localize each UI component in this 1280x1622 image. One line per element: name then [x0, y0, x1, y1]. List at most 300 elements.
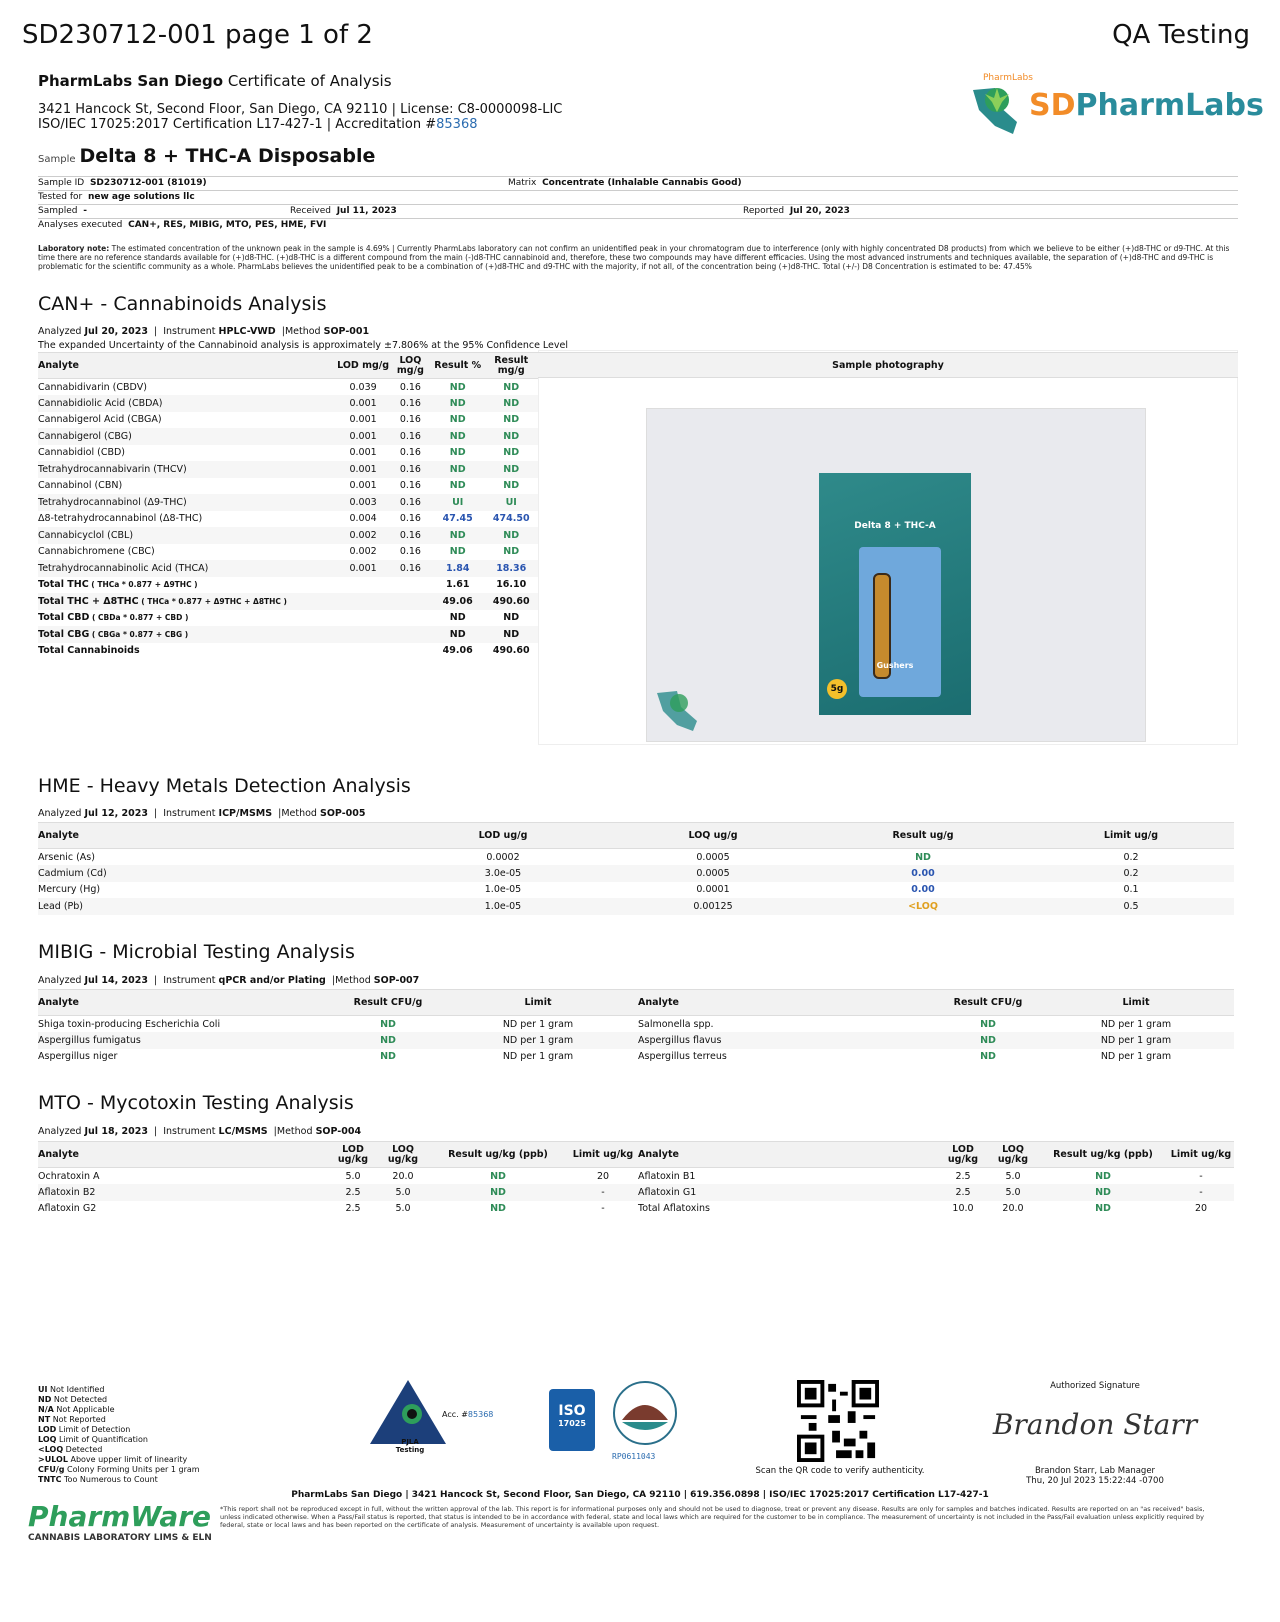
- can-method-label: Method: [284, 326, 321, 337]
- analyte-name: Tetrahydrocannabivarin (THCV): [38, 461, 336, 478]
- col-analyte: Analyte: [38, 353, 336, 379]
- total-label: [38, 610, 431, 627]
- limit-value: 0.2: [1123, 851, 1139, 863]
- analyte-name: Salmonella spp.: [638, 1018, 714, 1030]
- lab-title: [38, 72, 392, 90]
- total-pct: 49.06: [442, 645, 473, 657]
- can-section-title: CAN+ - Cannabinoids Analysis: [38, 293, 327, 315]
- limit-value: -: [601, 1203, 605, 1215]
- legend-value: Detected: [63, 1445, 103, 1454]
- lod-value: 0.0002: [486, 851, 520, 863]
- col-lod: LOD mg/g: [336, 353, 389, 379]
- legend-key: CFU/g: [38, 1465, 65, 1474]
- result-pct: ND: [449, 447, 466, 459]
- sample-title: [38, 145, 375, 167]
- sample-id: SD230712-001 (81019): [89, 178, 207, 188]
- total-pct: 49.06: [431, 593, 484, 610]
- meta-row-3: [38, 204, 1238, 218]
- table-row: [38, 478, 538, 495]
- result-pct: ND: [449, 480, 466, 492]
- legend-item: [38, 1475, 200, 1485]
- result-value: ND: [1038, 1184, 1168, 1201]
- legend-item: [38, 1435, 200, 1445]
- loq-value: 0.00125: [608, 898, 818, 915]
- total-mg: 490.60: [492, 645, 530, 657]
- analyte-name: Shiga toxin-producing Escherichia Coli: [38, 1018, 221, 1030]
- table-row: [38, 428, 538, 445]
- legend-key: >ULOL: [38, 1455, 68, 1464]
- dept-agriculture-seal: [612, 1380, 692, 1470]
- california-leaf-icon: [965, 70, 1035, 140]
- loq-value: 20.0: [392, 1170, 414, 1182]
- can-analyzed-date: Jul 20, 2023: [84, 326, 148, 337]
- signature: Brandon Starr: [992, 1408, 1198, 1441]
- reported-value: Jul 20, 2023: [789, 206, 850, 216]
- total-mg: 490.60: [484, 593, 538, 610]
- mto-header-row: [38, 1142, 1234, 1168]
- legend-value: Colony Forming Units per 1 gram: [64, 1465, 200, 1474]
- logo-pharmlabs: PharmLabs: [1075, 88, 1264, 123]
- result-value: ND: [915, 851, 931, 863]
- result-pct: ND: [431, 395, 484, 412]
- loq-value: 0.16: [390, 560, 431, 577]
- can-uncertainty: The expanded Uncertainty of the Cannabinoid analysis is approximately ±7.806% at the 95% Confidence Level: [38, 340, 569, 351]
- result-mg: ND: [484, 461, 538, 478]
- loq-value: 5.0: [988, 1184, 1038, 1201]
- signature-date: Thu, 20 Jul 2023 15:22:44 -0700: [1026, 1476, 1164, 1486]
- result-value: 0.00: [911, 884, 935, 896]
- result-mg: ND: [503, 381, 520, 393]
- result-mg: ND: [503, 414, 520, 426]
- result-pct: ND: [431, 461, 484, 478]
- result-value: ND: [938, 1032, 1038, 1049]
- hme-analyzed-label: Analyzed: [38, 808, 82, 819]
- analyte-name: Cannabidiolic Acid (CBDA): [38, 395, 336, 412]
- legend-value: Not Reported: [50, 1415, 106, 1424]
- lod-value: 0.001: [349, 414, 377, 426]
- result-mg: 18.36: [484, 560, 538, 577]
- lod-value: 0.001: [336, 461, 389, 478]
- analyte-name: Cannabichromene (CBC): [38, 546, 155, 558]
- table-row: [38, 560, 538, 577]
- table-row: [38, 544, 538, 561]
- cert-text: ISO/IEC 17025:2017 Certification L17-427-1 | Accreditation #: [38, 117, 437, 132]
- lod-value: 0.039: [349, 381, 377, 393]
- result-pct: ND: [431, 428, 484, 445]
- limit-value: ND per 1 gram: [1100, 1051, 1172, 1063]
- matrix-label: Matrix: [508, 178, 537, 188]
- lod-value: 0.002: [336, 527, 389, 544]
- total-row: [38, 610, 538, 627]
- hme-col-lod: LOD ug/g: [398, 823, 608, 849]
- pjla-badge: [368, 1378, 508, 1458]
- iso-number: 17025: [558, 1419, 586, 1428]
- hme-col-result: Result ug/g: [818, 823, 1028, 849]
- mto-method: SOP-004: [315, 1126, 362, 1137]
- total-label: [38, 626, 431, 643]
- hme-header-row: [38, 823, 1234, 849]
- analyte-name: Aspergillus terreus: [638, 1051, 727, 1063]
- signatory: [1000, 1466, 1190, 1486]
- cannabinoids-header-row: [38, 353, 538, 379]
- lab-name: PharmLabs San Diego: [38, 72, 224, 90]
- reported-field: [743, 205, 850, 218]
- product-box: [819, 473, 971, 715]
- mto-analyzed-label: Analyzed: [38, 1126, 82, 1137]
- lod-value: 1.0e-05: [484, 884, 522, 896]
- table-row: [38, 461, 538, 478]
- mibig-col-result-1: Result CFU/g: [338, 990, 438, 1016]
- mibig-header-row: [38, 990, 1234, 1016]
- analyte-name: Cannabidivarin (CBDV): [38, 381, 147, 393]
- rp-number: RP0611043: [612, 1452, 656, 1461]
- received-label: Received: [290, 206, 331, 216]
- legend-key: TNTC: [38, 1475, 62, 1484]
- table-row: [38, 1032, 1234, 1049]
- table-row: [38, 1168, 1234, 1185]
- total-pct: 1.61: [445, 579, 470, 591]
- lod-value: 0.003: [336, 494, 389, 511]
- mto-col-limit-1: Limit ug/kg: [568, 1142, 638, 1168]
- lod-value: 2.5: [955, 1170, 971, 1182]
- mto-col-lod-2: LOD ug/kg: [938, 1142, 988, 1168]
- total-row: [38, 626, 538, 643]
- loq-value: 0.0005: [696, 851, 730, 863]
- result-value: ND: [1095, 1203, 1111, 1215]
- legend-key: LOD: [38, 1425, 57, 1434]
- qa-testing-label: QA Testing: [1112, 20, 1250, 50]
- legend-value: Not Applicable: [53, 1405, 115, 1414]
- mto-analyzed-date: Jul 18, 2023: [84, 1126, 148, 1137]
- legend-key: NT: [38, 1415, 51, 1424]
- limit-value: ND per 1 gram: [1038, 1032, 1234, 1049]
- table-row: [38, 527, 538, 544]
- lod-value: 0.001: [349, 480, 377, 492]
- lod-value: 2.5: [938, 1184, 988, 1201]
- sampled-label: Sampled: [38, 206, 78, 216]
- table-row: [38, 1016, 1234, 1033]
- table-row: [38, 445, 538, 462]
- total-row: [38, 593, 538, 610]
- hme-instrument: ICP/MSMS: [218, 808, 273, 819]
- table-row: [38, 395, 538, 412]
- iso-label: ISO: [558, 1403, 586, 1419]
- signatory-name: Brandon Starr, Lab Manager: [1034, 1466, 1156, 1476]
- total-name: Total THC: [38, 579, 89, 591]
- hme-analyzed-line: Analyzed Jul 12, 2023 | Instrument ICP/MSMS |Method SOP-005: [38, 808, 366, 819]
- loq-value: 5.0: [378, 1184, 428, 1201]
- vape-device: [859, 547, 941, 697]
- limit-value: 20: [596, 1170, 610, 1182]
- analyte-name: Cannabidiol (CBD): [38, 447, 126, 459]
- address-line-1: 3421 Hancock St, Second Floor, San Diego, CA 92110 | License: C8-0000098-LIC: [38, 102, 563, 117]
- mto-instrument-label: Instrument: [163, 1126, 216, 1137]
- tested-for-label: Tested for: [38, 192, 83, 202]
- loq-value: 0.16: [390, 461, 431, 478]
- mibig-body: [38, 1016, 1234, 1066]
- loq-value: 0.0005: [608, 865, 818, 882]
- mto-col-loq-1: LOQ ug/kg: [378, 1142, 428, 1168]
- pharmlabs-watermark-icon: [651, 675, 711, 735]
- legend-key: N/A: [38, 1405, 54, 1414]
- laboratory-note: [38, 244, 1238, 271]
- limit-value: 0.1: [1123, 884, 1139, 896]
- total-formula: ( THCa * 0.877 + Δ9THC + Δ8THC ): [138, 596, 287, 606]
- qr-instructions: Scan the QR code to verify authenticity.: [755, 1466, 925, 1476]
- can-instrument-label: Instrument: [163, 326, 216, 337]
- total-label: [38, 593, 431, 610]
- signature-label: Authorized Signature: [1050, 1381, 1140, 1391]
- mibig-analyzed-label: Analyzed: [38, 975, 82, 986]
- result-value: 0.00: [818, 865, 1028, 882]
- logo-arc-text: PharmLabs: [983, 73, 1033, 83]
- disclaimer: *This report shall not be reproduced except in full, without the written approval of the lab. This report is for informational purposes only and should not be used to diagnose, treat or prevent any disease. Results are only for samples and batches indicated. Results are reported on an "as received" basis, unless indicated otherwise. When a Pass/Fail status is reported, that status is intended to be in accordance with federal, state and local laws which are required for the customer to be in compliance. The measurement of uncertainty is not included in the Pass/Fail evaluation unless explicitly required by federal, state or local laws and has been reported on the certificate of analysis. Measurement of uncertainty is available upon request.: [220, 1505, 1205, 1529]
- limit-value: ND per 1 gram: [438, 1032, 638, 1049]
- lab-note-text: The estimated concentration of the unknown peak in the sample is 4.69% | Currently PharmLabs laboratory can not confirm an unidentified peak in your chromatogram due to interference (only with highly concentrated D8 products) from which we believe to be either (+)d8-THC or d9-THC. At this time there are no reference standards available for (+)d8-THC. (+)d8-THC is a different compound from the main (-)d8-THC cannabinoid and, therefore, these two compounds may have different efficacies. Using the most advanced instruments and techniques available, the separation of (+)d8-THC and d9-THC is problematic for the scientific community as a whole. PharmLabs believes the unidentified peak to be a combination of (+)d8-THC and d9-THC with the majority, if not all, of the concentration being (+)d8-THC. Total (+/-) D8 Concentration is estimated to be: 47.45%: [38, 244, 1230, 271]
- sampled-value: -: [83, 206, 87, 216]
- hme-instrument-label: Instrument: [163, 808, 216, 819]
- legend-key: ND: [38, 1395, 52, 1404]
- mibig-col-limit-2: Limit: [1038, 990, 1234, 1016]
- result-value: ND: [490, 1203, 506, 1215]
- limit-value: 0.5: [1028, 898, 1234, 915]
- mto-section-title: MTO - Mycotoxin Testing Analysis: [38, 1092, 354, 1114]
- total-pct: ND: [431, 626, 484, 643]
- sdpharmlabs-logo: [965, 70, 1264, 140]
- total-row: [38, 643, 538, 660]
- result-mg: ND: [503, 447, 520, 459]
- hme-method: SOP-005: [320, 808, 366, 819]
- hme-method-label: Method: [281, 808, 317, 819]
- pharmware-logo: [28, 1500, 212, 1543]
- mto-col-result-1: Result ug/kg (ppb): [428, 1142, 568, 1168]
- loq-value: 0.16: [399, 480, 421, 492]
- lod-value: 0.001: [336, 560, 389, 577]
- mibig-instrument: qPCR and/or Plating: [218, 975, 326, 986]
- mibig-analyzed-line: Analyzed Jul 14, 2023 | Instrument qPCR and/or Plating |Method SOP-007: [38, 975, 420, 986]
- pjla-acc-no[interactable]: 85368: [467, 1410, 494, 1419]
- analyte-name: Ochratoxin A: [38, 1170, 100, 1182]
- mibig-method-label: Method: [335, 975, 371, 986]
- analyte-name: Aspergillus flavus: [638, 1032, 938, 1049]
- table-row: [38, 1184, 1234, 1201]
- pjla-sub: Testing: [395, 1446, 425, 1454]
- tested-for-value: new age solutions llc: [87, 192, 195, 202]
- pjla-text: [390, 1438, 430, 1454]
- mto-col-result-2: Result ug/kg (ppb): [1038, 1142, 1168, 1168]
- abbreviations-legend: [38, 1385, 200, 1485]
- hme-col-analyte: Analyte: [38, 823, 398, 849]
- mibig-instrument-label: Instrument: [163, 975, 216, 986]
- hme-section-title: HME - Heavy Metals Detection Analysis: [38, 775, 411, 797]
- table-row: [38, 898, 1234, 915]
- total-formula: ( THCa * 0.877 + Δ9THC ): [88, 580, 198, 590]
- analyte-name: Arsenic (As): [38, 851, 95, 863]
- sample-photo: [646, 408, 1146, 742]
- result-mg: ND: [484, 527, 538, 544]
- lod-value: 10.0: [952, 1203, 974, 1215]
- col-result-mg: Result mg/g: [484, 353, 538, 379]
- legend-key: UI: [38, 1385, 48, 1394]
- document-id: SD230712-001 page 1 of 2: [22, 20, 373, 50]
- result-pct: ND: [431, 527, 484, 544]
- result-mg: ND: [503, 546, 520, 558]
- pjla-acc-label: Acc. #: [442, 1410, 468, 1419]
- table-row: [38, 849, 1234, 866]
- logo-wordmark: [1029, 88, 1264, 123]
- lod-value: 3.0e-05: [398, 865, 608, 882]
- total-name: Total THC + Δ8THC: [38, 595, 139, 607]
- iso-badge: [549, 1389, 595, 1451]
- result-pct: 47.45: [442, 513, 473, 525]
- heavy-metals-table: [38, 822, 1234, 915]
- analyses-label: Analyses executed: [38, 220, 123, 230]
- analyte-name: Tetrahydrocannabinol (Δ9-THC): [38, 494, 336, 511]
- box-title: Delta 8 + THC-A: [854, 521, 936, 531]
- legend-value: Not Identified: [47, 1385, 105, 1394]
- lod-value: 5.0: [345, 1170, 361, 1182]
- meta-row-2: [38, 190, 1238, 204]
- result-value: ND: [980, 1051, 996, 1063]
- mibig-col-limit-1: Limit: [438, 990, 638, 1016]
- hme-body: [38, 849, 1234, 915]
- total-name: Total CBG: [38, 628, 90, 640]
- limit-value: ND per 1 gram: [1100, 1018, 1172, 1030]
- total-name: Total Cannabinoids: [38, 645, 140, 657]
- lod-value: 0.001: [336, 428, 389, 445]
- result-mg: UI: [484, 494, 538, 511]
- lod-value: 0.002: [349, 546, 377, 558]
- mto-analyzed-line: Analyzed Jul 18, 2023 | Instrument LC/MSMS |Method SOP-004: [38, 1126, 362, 1137]
- analyte-name: Aspergillus niger: [38, 1051, 118, 1063]
- loq-value: 0.16: [390, 395, 431, 412]
- legend-value: Limit of Detection: [56, 1425, 131, 1434]
- total-mg: ND: [484, 626, 538, 643]
- total-pct: ND: [449, 612, 466, 624]
- analyte-name: Tetrahydrocannabinolic Acid (THCA): [38, 560, 336, 577]
- sample-photo-header: Sample photography: [538, 352, 1238, 378]
- table-row: [38, 412, 538, 429]
- table-row: [38, 379, 538, 396]
- qr-code-icon[interactable]: [797, 1380, 879, 1462]
- legend-item: [38, 1465, 200, 1475]
- result-value: ND: [490, 1170, 506, 1182]
- analyte-name: Cannabigerol (CBG): [38, 428, 336, 445]
- cannabinoids-body: [38, 379, 538, 660]
- result-pct: ND: [449, 381, 466, 393]
- result-mg: ND: [484, 395, 538, 412]
- mibig-analyzed-date: Jul 14, 2023: [84, 975, 148, 986]
- analyte-name: Cannabinol (CBN): [38, 480, 123, 492]
- analyte-name: Aflatoxin B2: [38, 1184, 328, 1201]
- certificate-title: Certificate of Analysis: [227, 72, 392, 90]
- analyte-name: Aflatoxin G2: [38, 1203, 97, 1215]
- mto-col-lod-1: LOD ug/kg: [328, 1142, 378, 1168]
- mibig-col-result-2: Result CFU/g: [938, 990, 1038, 1016]
- table-row: [38, 1201, 1234, 1218]
- legend-key: LOQ: [38, 1435, 57, 1444]
- pjla-acc: [442, 1410, 493, 1419]
- mto-body: [38, 1168, 1234, 1218]
- limit-value: 0.2: [1028, 865, 1234, 882]
- lab-note-label: Laboratory note:: [38, 244, 110, 253]
- limit-value: ND per 1 gram: [502, 1051, 574, 1063]
- result-pct: UI: [431, 494, 484, 511]
- legend-item: [38, 1425, 200, 1435]
- can-instrument: HPLC-VWD: [218, 326, 276, 337]
- result-mg: ND: [503, 480, 520, 492]
- loq-value: 0.16: [399, 414, 421, 426]
- matrix-field: [508, 177, 742, 190]
- legend-value: Too Numerous to Count: [61, 1475, 158, 1484]
- can-analyzed-line: Analyzed Jul 20, 2023 | Instrument HPLC-VWD |Method SOP-001: [38, 326, 370, 337]
- limit-value: 20: [1194, 1203, 1208, 1215]
- loq-value: 0.16: [399, 381, 421, 393]
- accreditation-link[interactable]: 85368: [436, 117, 478, 132]
- legend-item: [38, 1455, 200, 1465]
- mto-col-loq-2: LOQ ug/kg: [988, 1142, 1038, 1168]
- total-formula: ( CBDa * 0.877 + CBD ): [89, 613, 189, 623]
- pharmware-wordmark: PharmWare: [28, 1500, 212, 1533]
- pharmware-tagline: CANNABIS LABORATORY LIMS & ELN: [28, 1533, 212, 1543]
- analyte-name: Δ8-tetrahydrocannabinol (Δ8-THC): [38, 513, 203, 525]
- cannabinoids-table: [38, 352, 538, 659]
- col-result-pct: Result %: [431, 353, 484, 379]
- result-value: ND: [380, 1018, 396, 1030]
- can-method: SOP-001: [323, 326, 370, 337]
- footer-lab-line: PharmLabs San Diego | 3421 Hancock St, Second Floor, San Diego, CA 92110 | 619.356.0898 | ISO/IEC 17025:2017 Certification L17-427-1: [291, 1490, 989, 1500]
- sample-id-label: Sample ID: [38, 178, 85, 188]
- mto-instrument: LC/MSMS: [218, 1126, 268, 1137]
- limit-value: -: [1199, 1170, 1203, 1182]
- lod-value: 2.5: [328, 1184, 378, 1201]
- table-row: [38, 494, 538, 511]
- analyte-name: Mercury (Hg): [38, 884, 101, 896]
- legend-key: <LOQ: [38, 1445, 64, 1454]
- loq-value: 0.16: [399, 513, 421, 525]
- mto-col-analyte-1: Analyte: [38, 1142, 328, 1168]
- lod-value: 0.001: [349, 447, 377, 459]
- sample-name: Delta 8 + THC-A Disposable: [79, 145, 376, 167]
- total-label: [38, 577, 431, 594]
- lod-value: 2.5: [345, 1203, 361, 1215]
- analyte-name: Total Aflatoxins: [638, 1203, 710, 1215]
- sample-label: Sample: [38, 154, 76, 165]
- logo-sd: SD: [1029, 88, 1076, 123]
- result-value: ND: [1095, 1170, 1111, 1182]
- legend-item: [38, 1405, 200, 1415]
- loq-value: 0.0001: [696, 884, 730, 896]
- loq-value: 0.16: [399, 447, 421, 459]
- loq-value: 0.16: [390, 527, 431, 544]
- result-pct: ND: [449, 546, 466, 558]
- mto-method-label: Method: [276, 1126, 313, 1137]
- result-value: ND: [380, 1051, 396, 1063]
- loq-value: 5.0: [1005, 1170, 1021, 1182]
- lod-value: 0.004: [349, 513, 377, 525]
- result-mg: 474.50: [492, 513, 530, 525]
- legend-item: [38, 1445, 200, 1455]
- analyte-name: Cannabicyclol (CBL): [38, 527, 336, 544]
- meta-row-1: [38, 176, 1238, 190]
- pjla-label: PJLA: [401, 1438, 419, 1446]
- hme-analyzed-date: Jul 12, 2023: [84, 808, 148, 819]
- total-row: [38, 577, 538, 594]
- reported-label: Reported: [743, 206, 785, 216]
- legend-item: [38, 1385, 200, 1395]
- limit-value: -: [1168, 1184, 1234, 1201]
- limit-value: ND per 1 gram: [502, 1018, 574, 1030]
